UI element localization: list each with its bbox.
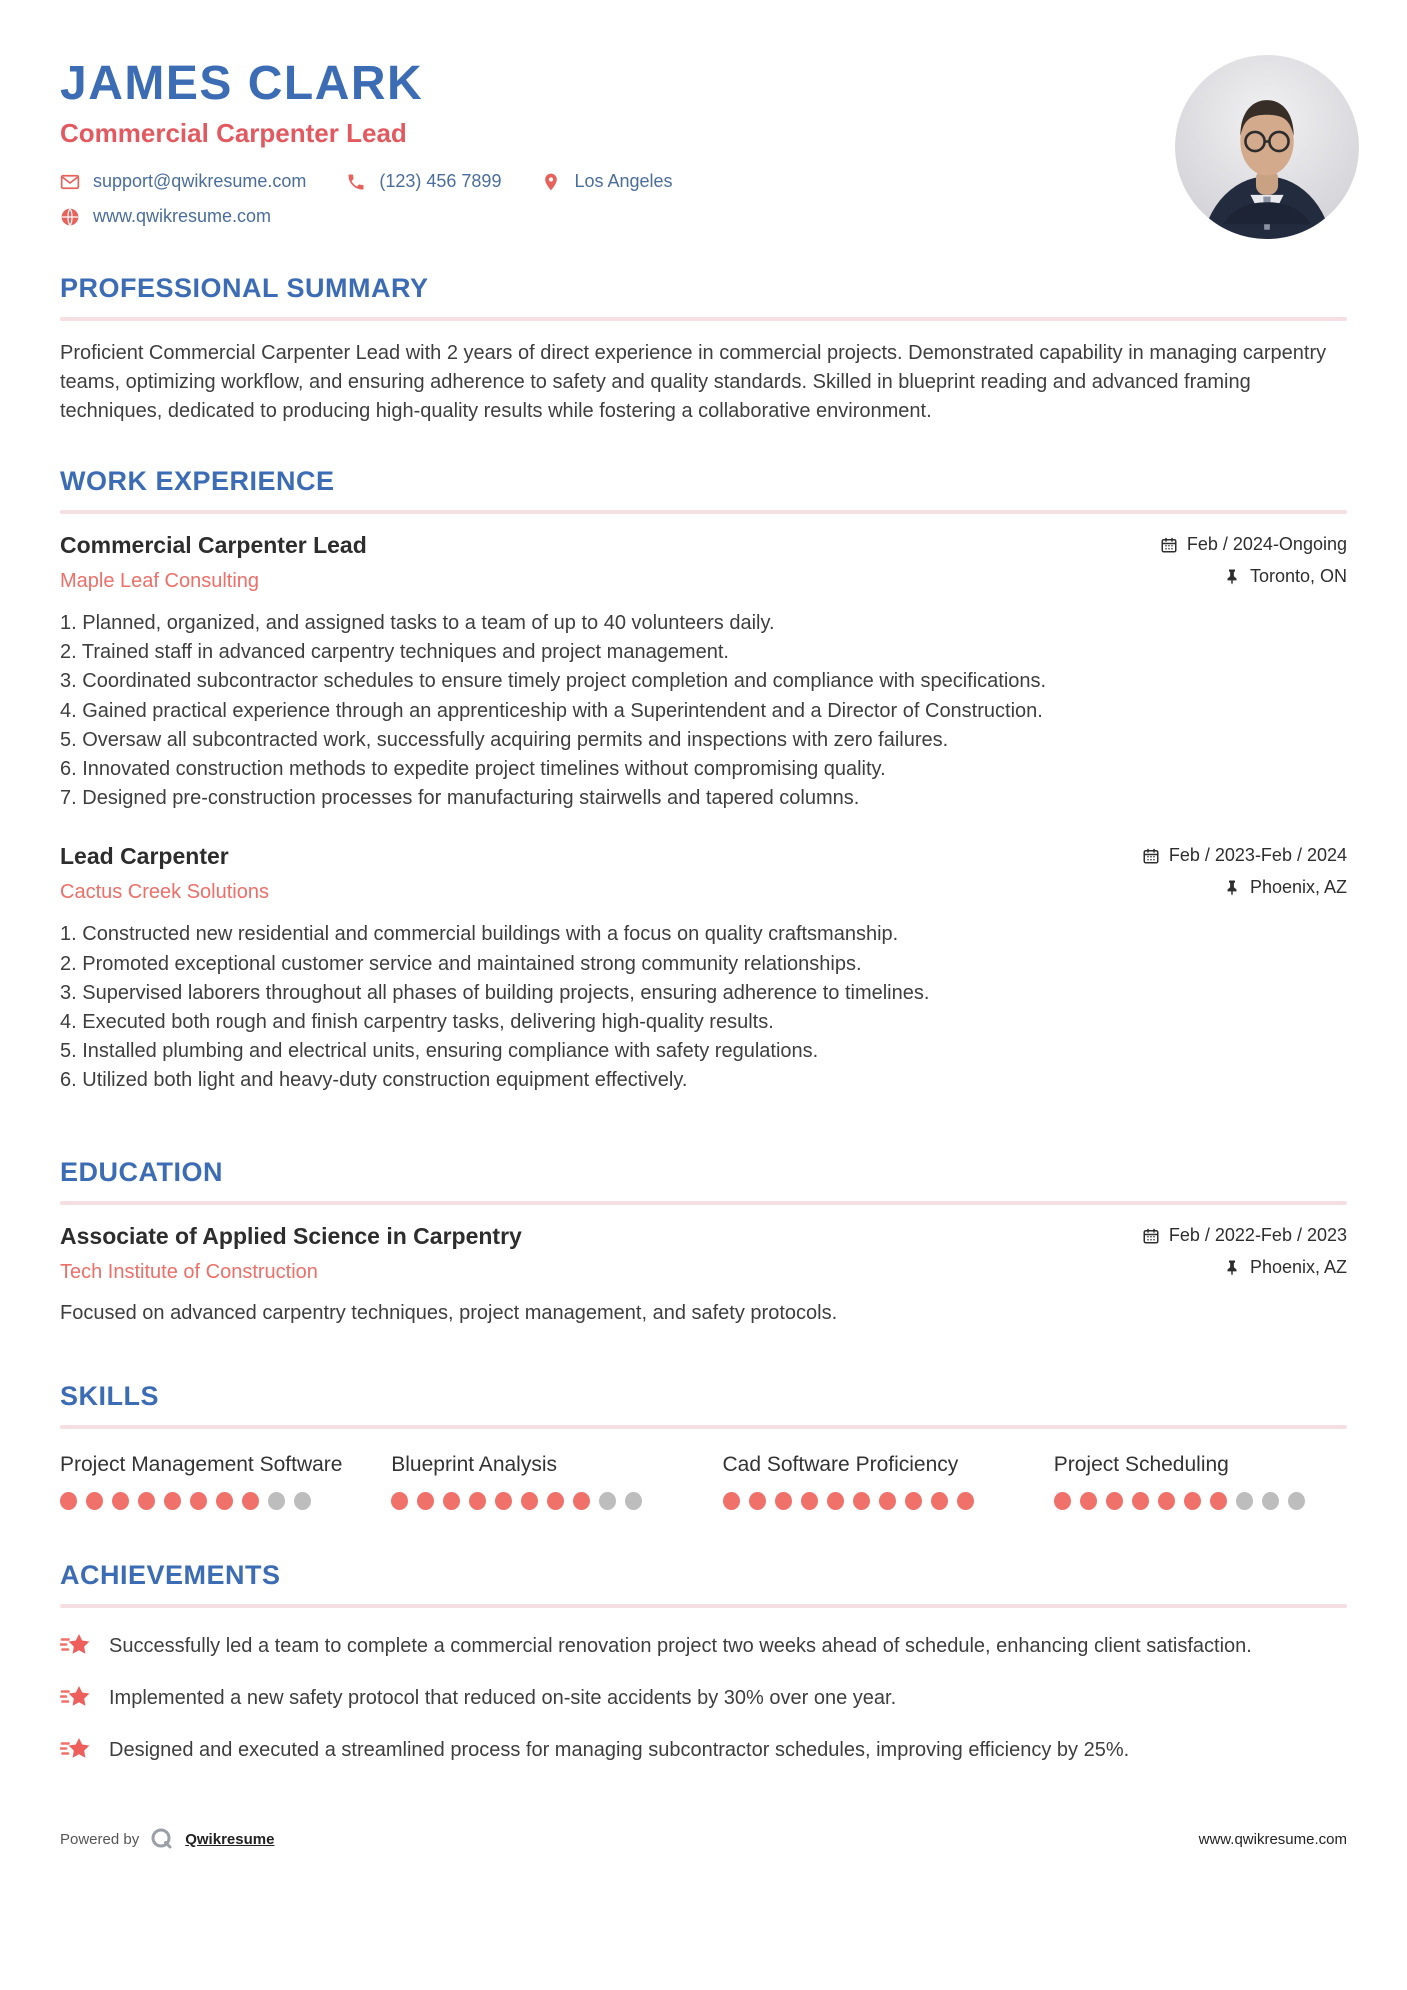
job-meta [1160, 532, 1347, 587]
job-header [60, 843, 1347, 904]
job-company: Maple Leaf Consulting [60, 570, 260, 592]
skill-dot [216, 1492, 233, 1510]
job-bullet: Innovated construction methods to expedite project timelines without compromising quality. [82, 757, 886, 780]
skill-dot [723, 1492, 740, 1510]
summary-heading: PROFESSIONAL SUMMARY [60, 273, 429, 303]
skill-dot [573, 1492, 590, 1510]
calendar-icon [1142, 847, 1160, 865]
profile-photo [1175, 55, 1359, 239]
skill-dot [547, 1492, 564, 1510]
skill-dot [1132, 1492, 1149, 1510]
skill-dot [1288, 1492, 1305, 1510]
calendar-icon [1160, 536, 1178, 554]
job-header [60, 532, 1347, 593]
phone-icon [346, 172, 366, 192]
job-bullet: Installed plumbing and electrical units, ensuring compliance with safety regulations. [82, 1040, 819, 1063]
qwikresume-logo-icon [149, 1826, 175, 1852]
section-achievements [60, 1560, 1347, 1766]
skill-dot [1054, 1492, 1071, 1510]
job-bullet: Coordinated subcontractor schedules to ensure timely project completion and compliance with specifications. [82, 670, 1047, 693]
job-entry-2 [60, 843, 1347, 1095]
job-meta [1142, 843, 1347, 898]
section-divider [60, 317, 1347, 321]
location-pin-icon [541, 172, 561, 192]
achievement-star-icon [60, 1630, 92, 1662]
skill-dot [268, 1492, 285, 1510]
powered-by-block [60, 1826, 274, 1852]
job-bullet: Gained practical experience through an apprenticeship with a Superintendent and a Director of Construction. [82, 699, 1043, 722]
section-education [60, 1157, 1347, 1325]
skill-dot [164, 1492, 181, 1510]
degree-title: Associate of Applied Science in Carpentry [60, 1223, 522, 1250]
job-location-text: Phoenix, AZ [1249, 877, 1347, 898]
education-heading: EDUCATION [60, 1157, 223, 1188]
skill-dot [417, 1492, 434, 1510]
achievement-item [60, 1684, 1347, 1714]
work-heading: WORK EXPERIENCE [60, 466, 335, 496]
location-text: Los Angeles [574, 171, 673, 191]
pushpin-icon [1223, 879, 1241, 897]
pushpin-icon [1223, 1259, 1241, 1277]
skill-item [391, 1451, 684, 1510]
achievement-item [60, 1736, 1347, 1766]
skill-item [1054, 1451, 1347, 1510]
education-entry [60, 1223, 1347, 1325]
skill-dot [827, 1492, 844, 1510]
skill-dot [112, 1492, 129, 1510]
job-dates [1160, 534, 1347, 555]
job-dates-text: Feb / 2024-Ongoing [1186, 534, 1347, 554]
skill-dot [294, 1492, 311, 1510]
resume-header [60, 56, 1347, 227]
job-bullet: Supervised laborers throughout all phases of building projects, ensuring adherence to timelines. [82, 981, 930, 1004]
section-divider [60, 1201, 1347, 1205]
skill-dot [86, 1492, 103, 1510]
skill-dot [1236, 1492, 1253, 1510]
job-bullet: Constructed new residential and commercial buildings with a focus on quality craftsmanship. [82, 923, 899, 946]
section-divider [60, 1604, 1347, 1608]
section-skills [60, 1381, 1347, 1510]
globe-icon [60, 207, 80, 227]
job-title-block [60, 843, 269, 904]
email-icon [60, 172, 80, 192]
skill-dot [1158, 1492, 1175, 1510]
skill-dot [957, 1492, 974, 1510]
skill-dot [1106, 1492, 1123, 1510]
job-location-text: Toronto, ON [1249, 566, 1347, 586]
qwikresume-link[interactable]: Qwikresume [185, 1830, 275, 1848]
profile-photo-illustration [1175, 55, 1359, 239]
skill-dot [1210, 1492, 1227, 1510]
footer-website: www.qwikresume.com [1198, 1830, 1347, 1848]
job-title: Lead Carpenter [60, 843, 229, 870]
achievements-list [60, 1632, 1347, 1766]
achievement-text: Designed and executed a streamlined process for managing subcontractor schedules, improving efficiency by 25%. [109, 1739, 1130, 1762]
skill-dot [1080, 1492, 1097, 1510]
education-meta [1142, 1223, 1347, 1278]
email-text[interactable]: support@qwikresume.com [93, 171, 307, 191]
job-title: Commercial Carpenter Lead [60, 532, 367, 558]
education-location [1142, 1257, 1347, 1278]
education-title-block [60, 1223, 522, 1284]
job-bullets [60, 920, 1347, 1095]
skill-item [60, 1451, 353, 1510]
skill-dot [749, 1492, 766, 1510]
job-title-block [60, 532, 367, 593]
job-dates [1142, 845, 1347, 866]
job-bullet: Executed both rough and finish carpentry tasks, delivering high-quality results. [82, 1010, 774, 1033]
skill-rating-dots [60, 1492, 353, 1510]
skill-dot [775, 1492, 792, 1510]
calendar-icon [1142, 1227, 1160, 1245]
website-row [60, 206, 1347, 227]
summary-text: Proficient Commercial Carpenter Lead with 2 years of direct experience in commercial projects. Demonstrated capability in managing carpentry teams, optimizing workflow, and ensuring adherence to safety and quality standards. Skilled in blueprint reading and advanced framing techniques, dedicated to producing high-quality results while fostering a collaborative environment. [60, 342, 1327, 422]
job-bullets [60, 609, 1347, 813]
skill-dot [469, 1492, 486, 1510]
job-location [1142, 877, 1347, 898]
skill-dot [931, 1492, 948, 1510]
candidate-name: JAMES CLARK [60, 57, 424, 110]
education-location-text: Phoenix, AZ [1249, 1257, 1347, 1278]
job-bullet: Utilized both light and heavy-duty construction equipment effectively. [82, 1069, 688, 1092]
job-bullet: Promoted exceptional customer service and maintained strong community relationships. [82, 952, 862, 975]
contact-email[interactable] [60, 171, 306, 192]
skill-dot [625, 1492, 642, 1510]
powered-by-label: Powered by [60, 1830, 140, 1848]
achievement-star-icon [60, 1682, 92, 1714]
skill-dot [801, 1492, 818, 1510]
job-location [1160, 566, 1347, 587]
skills-grid [60, 1451, 1347, 1510]
job-bullet: Designed pre-construction processes for manufacturing stairwells and tapered columns. [82, 787, 860, 810]
skill-dot [443, 1492, 460, 1510]
education-dates-text: Feb / 2022-Feb / 2023 [1168, 1225, 1347, 1246]
school-name: Tech Institute of Construction [60, 1261, 318, 1284]
skills-heading: SKILLS [60, 1381, 160, 1412]
phone-text: (123) 456 7899 [379, 171, 502, 191]
contact-website[interactable] [60, 206, 271, 227]
achievement-star-icon [60, 1734, 92, 1766]
skill-dot [242, 1492, 259, 1510]
job-dates-text: Feb / 2023-Feb / 2024 [1168, 845, 1347, 866]
section-professional-summary [60, 273, 1347, 426]
skill-dot [391, 1492, 408, 1510]
skill-name: Project Scheduling [1053, 1453, 1229, 1477]
candidate-title: Commercial Carpenter Lead [60, 118, 407, 148]
achievements-heading: ACHIEVEMENTS [60, 1560, 281, 1591]
skill-name: Project Management Software [60, 1453, 343, 1477]
skill-rating-dots [391, 1492, 684, 1510]
job-bullet: Oversaw all subcontracted work, successfully acquiring permits and inspections with zero failures. [82, 728, 949, 751]
skill-dot [1262, 1492, 1279, 1510]
achievement-text: Successfully led a team to complete a commercial renovation project two weeks ahead of schedule, enhancing client satisfaction. [109, 1635, 1252, 1658]
skill-dot [1184, 1492, 1201, 1510]
achievement-text: Implemented a new safety protocol that reduced on-site accidents by 30% over one year. [109, 1687, 897, 1710]
education-description: Focused on advanced carpentry techniques, project management, and safety protocols. [60, 1302, 838, 1325]
achievement-item [60, 1632, 1347, 1662]
skill-name: Cad Software Proficiency [722, 1453, 959, 1477]
skill-dot [521, 1492, 538, 1510]
skill-rating-dots [723, 1492, 1016, 1510]
job-entry-1 [60, 532, 1347, 813]
skill-name: Blueprint Analysis [391, 1453, 558, 1477]
skill-dot [138, 1492, 155, 1510]
skill-dot [905, 1492, 922, 1510]
website-text[interactable]: www.qwikresume.com [93, 206, 272, 226]
section-work-experience [60, 466, 1347, 1095]
skill-dot [190, 1492, 207, 1510]
skill-dot [853, 1492, 870, 1510]
page-footer [60, 1826, 1347, 1852]
education-dates [1142, 1225, 1347, 1246]
job-bullet: Planned, organized, and assigned tasks to a team of up to 40 volunteers daily. [82, 612, 775, 634]
pushpin-icon [1223, 568, 1241, 586]
contact-row [60, 171, 1347, 192]
job-bullet: Trained staff in advanced carpentry techniques and project management. [81, 641, 729, 664]
skill-rating-dots [1054, 1492, 1347, 1510]
contact-location [541, 171, 672, 192]
skill-item [723, 1451, 1016, 1510]
contact-phone [346, 171, 501, 192]
education-header [60, 1223, 1347, 1284]
job-company: Cactus Creek Solutions [60, 881, 269, 904]
section-divider [60, 510, 1347, 514]
skill-dot [495, 1492, 512, 1510]
skill-dot [599, 1492, 616, 1510]
section-divider [60, 1425, 1347, 1429]
skill-dot [60, 1492, 77, 1510]
skill-dot [879, 1492, 896, 1510]
